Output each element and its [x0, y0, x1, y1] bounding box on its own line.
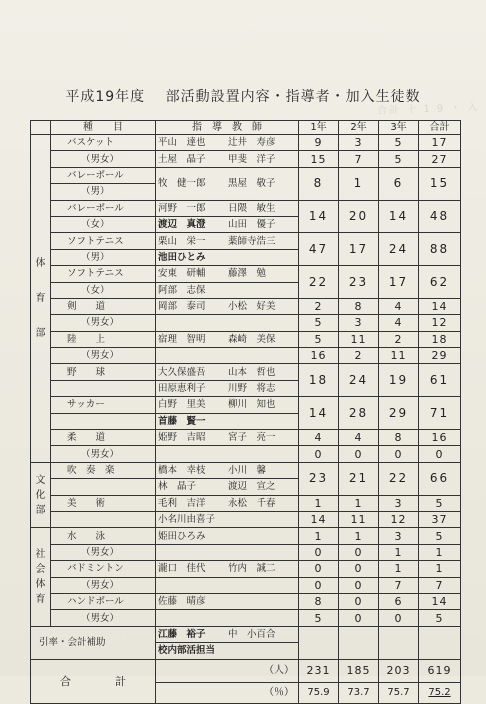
table-row — [31, 544, 461, 560]
count-y2: 21 — [339, 462, 379, 495]
table-row — [31, 610, 461, 626]
total-count-y1: 231 — [299, 659, 339, 682]
event-cell: 柔 道 — [51, 430, 156, 446]
table-row — [31, 233, 461, 249]
teacher-name: 安東 研輔 — [158, 268, 206, 280]
count-total: 0 — [419, 446, 461, 462]
count-y3: 0 — [379, 610, 419, 626]
event-cell: バスケット — [51, 135, 156, 151]
count-total: 1 — [419, 561, 461, 577]
summary-row-count — [31, 659, 461, 682]
event-cell: （男女） — [51, 577, 156, 593]
count-y3: 24 — [379, 233, 419, 266]
teacher-name: 柳川 知也 — [228, 399, 276, 411]
teacher-name: 河野 一郎 — [158, 202, 206, 214]
teacher-cell — [156, 479, 299, 495]
count-y3: 6 — [379, 167, 419, 200]
table-row — [31, 577, 461, 593]
event-cell: （男） — [51, 184, 156, 200]
count-y1: 15 — [299, 151, 339, 167]
count-y1: 0 — [299, 577, 339, 593]
event-cell: ソフトテニス — [51, 233, 156, 249]
count-y1: 16 — [299, 348, 339, 364]
count-y1: 47 — [299, 233, 339, 266]
total-count-total: 619 — [419, 659, 461, 682]
teacher-name: 宿理 智明 — [158, 333, 206, 345]
count-y2: 11 — [339, 331, 379, 347]
teacher-name: 白野 里美 — [158, 399, 206, 411]
count-total: 14 — [419, 298, 461, 314]
count-y3: 6 — [379, 593, 419, 609]
category-char: 文 — [35, 474, 46, 486]
teacher-cell — [156, 364, 299, 380]
total-pct-total: 75.2 — [419, 682, 461, 703]
count-y2: 0 — [339, 577, 379, 593]
category-char: 部 — [35, 504, 46, 516]
count-y2: 3 — [339, 135, 379, 151]
count-total: 29 — [419, 348, 461, 364]
count-total: 14 — [419, 593, 461, 609]
teacher-cell — [156, 167, 299, 200]
teacher-name: 土屋 晶子 — [158, 153, 206, 165]
table-row — [31, 151, 461, 167]
teacher-name: 辻井 寿彦 — [228, 137, 276, 149]
count-y1: 14 — [299, 397, 339, 430]
event-cell: サッカー — [51, 397, 156, 413]
count-y1: 8 — [299, 167, 339, 200]
club-table — [30, 120, 461, 704]
table-row — [31, 298, 461, 314]
count-y3: 5 — [379, 151, 419, 167]
event-cell: （男） — [51, 249, 156, 265]
teacher-name: 永松 千春 — [228, 497, 276, 509]
teacher-cell — [156, 200, 299, 216]
teacher-name: 林 晶子 — [158, 481, 197, 493]
category-char: 社 — [35, 549, 46, 561]
count-y1: 8 — [299, 593, 339, 609]
count-total: 18 — [419, 331, 461, 347]
teacher-name: 中 小百合 — [228, 628, 276, 640]
header-y1: 1年 — [299, 121, 339, 135]
event-cell — [51, 380, 156, 396]
event-cell: （女） — [51, 282, 156, 298]
count-total: 62 — [419, 266, 461, 299]
category-cell — [31, 528, 51, 626]
event-cell: バレーボール — [51, 167, 156, 183]
count-total: 15 — [419, 167, 461, 200]
event-cell: 吹 奏 楽 — [51, 462, 156, 478]
table-row — [31, 315, 461, 331]
category-char: 育 — [35, 292, 46, 304]
count-total: 7 — [419, 577, 461, 593]
table-row — [31, 397, 461, 413]
table-row — [31, 266, 461, 282]
count-y1: 1 — [299, 528, 339, 544]
event-cell: バレーボール — [51, 200, 156, 216]
teacher-cell — [156, 315, 299, 331]
event-cell: （男女） — [51, 348, 156, 364]
teacher-cell — [156, 430, 299, 446]
count-y2: 3 — [339, 315, 379, 331]
summary-label: 合 計 — [31, 659, 156, 703]
teacher-name: 藤澤 勉 — [228, 268, 267, 280]
count-y2: 20 — [339, 200, 379, 233]
table-row — [31, 348, 461, 364]
teacher-name: 橋本 幸枝 — [158, 465, 206, 476]
event-cell: 美 術 — [51, 495, 156, 511]
count-y3: 17 — [379, 266, 419, 299]
count-total: 37 — [419, 511, 461, 527]
teacher-name: 佐藤 晴彦 — [158, 596, 206, 608]
teacher-cell — [156, 544, 299, 560]
table-row — [31, 430, 461, 446]
teacher-cell — [156, 397, 299, 413]
teacher-name: 黒屋 敬子 — [228, 178, 276, 190]
table-row — [31, 511, 461, 527]
pct-unit: （％） — [156, 682, 299, 703]
teacher-cell — [156, 561, 299, 577]
teacher-cell — [156, 626, 299, 642]
table-row — [31, 364, 461, 380]
count-y2: 0 — [339, 544, 379, 560]
total-pct-y2: 73.7 — [339, 682, 379, 703]
count-y3: 14 — [379, 200, 419, 233]
table-row — [31, 167, 461, 183]
count-y2: 1 — [339, 495, 379, 511]
empty-cell — [299, 626, 339, 659]
empty-cell — [379, 626, 419, 659]
count-total: 17 — [419, 135, 461, 151]
table-row — [31, 462, 461, 478]
teacher-cell — [156, 610, 299, 626]
teacher-name: 渡辺 宣之 — [228, 481, 276, 493]
count-y3: 2 — [379, 331, 419, 347]
table-row — [31, 200, 461, 216]
teacher-name: 川野 将志 — [228, 383, 276, 395]
count-y2: 0 — [339, 446, 379, 462]
count-y3: 4 — [379, 315, 419, 331]
count-total: 5 — [419, 610, 461, 626]
teacher-name: 大久保盛吾 — [158, 366, 206, 378]
teacher-name: 小川 馨 — [228, 465, 267, 476]
count-y1: 4 — [299, 430, 339, 446]
header-event: 種 目 — [51, 121, 156, 135]
count-y3: 3 — [379, 528, 419, 544]
table-row — [31, 528, 461, 544]
count-y1: 5 — [299, 331, 339, 347]
count-y2: 0 — [339, 561, 379, 577]
event-cell: バドミントン — [51, 561, 156, 577]
teacher-name: 栗山 栄一 — [158, 235, 206, 247]
event-cell: 剣 道 — [51, 298, 156, 314]
event-cell: 水 泳 — [51, 528, 156, 544]
teacher-cell — [156, 249, 299, 265]
category-char: 化 — [35, 489, 46, 501]
teacher-name: 池田ひとみ — [158, 251, 206, 263]
teacher-name: 平山 達也 — [158, 137, 206, 149]
count-y2: 24 — [339, 364, 379, 397]
count-y1: 0 — [299, 561, 339, 577]
count-y3: 19 — [379, 364, 419, 397]
teacher-name: 甲斐 洋子 — [228, 153, 276, 165]
count-y2: 0 — [339, 593, 379, 609]
total-pct-y1: 75.9 — [299, 682, 339, 703]
teacher-name: 小松 好美 — [228, 301, 276, 313]
count-y1: 14 — [299, 200, 339, 233]
teacher-cell — [156, 282, 299, 298]
count-y1: 5 — [299, 610, 339, 626]
teacher-cell — [156, 233, 299, 249]
teacher-name: 森崎 美保 — [228, 333, 276, 345]
teacher-name: 渡辺 真澄 — [158, 219, 206, 231]
count-y1: 9 — [299, 135, 339, 151]
teacher-name: 山田 優子 — [228, 219, 276, 231]
count-y2: 2 — [339, 348, 379, 364]
event-cell: 引率・会計補助 — [31, 626, 156, 659]
total-pct-y3: 75.7 — [379, 682, 419, 703]
count-total: 5 — [419, 528, 461, 544]
count-total: 12 — [419, 315, 461, 331]
count-y3: 1 — [379, 561, 419, 577]
table-row — [31, 446, 461, 462]
count-total: 71 — [419, 397, 461, 430]
category-char: 体 — [35, 579, 46, 591]
total-count-y3: 203 — [379, 659, 419, 682]
event-cell: 陸 上 — [51, 331, 156, 347]
count-y2: 28 — [339, 397, 379, 430]
count-y2: 4 — [339, 430, 379, 446]
teacher-cell — [156, 380, 299, 396]
teacher-cell — [156, 413, 299, 429]
teacher-cell — [156, 446, 299, 462]
teacher-name: 小名川由喜子 — [158, 514, 216, 526]
count-y1: 22 — [299, 266, 339, 299]
bleed-through-text: 合計 十 1 9 ・ 入 — [377, 102, 481, 117]
header-row — [31, 121, 461, 135]
teacher-name: 姫田ひろみ — [158, 530, 206, 542]
event-cell — [51, 479, 156, 495]
count-y3: 5 — [379, 135, 419, 151]
header-corner — [31, 121, 51, 135]
category-cell — [31, 135, 51, 463]
teacher-name: 校内部活担当 — [158, 645, 216, 657]
count-total: 16 — [419, 430, 461, 446]
count-y2: 11 — [339, 511, 379, 527]
teacher-name: 首藤 賢一 — [158, 415, 206, 427]
teacher-cell — [156, 528, 299, 544]
teacher-cell — [156, 643, 299, 659]
category-char: 会 — [35, 564, 46, 576]
teacher-cell — [156, 593, 299, 609]
event-cell — [51, 413, 156, 429]
count-y3: 1 — [379, 544, 419, 560]
count-total: 27 — [419, 151, 461, 167]
event-cell: （男女） — [51, 544, 156, 560]
count-y3: 7 — [379, 577, 419, 593]
count-y1: 5 — [299, 315, 339, 331]
header-y3: 3年 — [379, 121, 419, 135]
empty-cell — [339, 626, 379, 659]
count-total: 61 — [419, 364, 461, 397]
count-y3: 29 — [379, 397, 419, 430]
event-cell — [51, 511, 156, 527]
teacher-name: 姫野 吉昭 — [158, 432, 206, 444]
teacher-cell — [156, 216, 299, 232]
teacher-name: 岡部 泰司 — [158, 301, 206, 313]
count-y3: 0 — [379, 446, 419, 462]
event-cell: （男女） — [51, 446, 156, 462]
table-row — [31, 495, 461, 511]
teacher-name: 江藤 裕子 — [158, 628, 206, 640]
count-y3: 3 — [379, 495, 419, 511]
teacher-cell — [156, 577, 299, 593]
teacher-cell — [156, 151, 299, 167]
count-total: 88 — [419, 233, 461, 266]
category-char: 育 — [35, 594, 46, 606]
count-y1: 1 — [299, 495, 339, 511]
count-total: 1 — [419, 544, 461, 560]
count-y1: 0 — [299, 544, 339, 560]
teacher-cell — [156, 511, 299, 527]
count-y3: 8 — [379, 430, 419, 446]
table-row — [31, 593, 461, 609]
teacher-cell — [156, 495, 299, 511]
teacher-name: 竹内 誠二 — [228, 563, 276, 575]
count-total: 48 — [419, 200, 461, 233]
table-row — [31, 626, 461, 642]
count-y1: 0 — [299, 446, 339, 462]
count-total: 66 — [419, 462, 461, 495]
event-cell: 野 球 — [51, 364, 156, 380]
count-y2: 1 — [339, 167, 379, 200]
count-y1: 2 — [299, 298, 339, 314]
event-cell: （男女） — [51, 151, 156, 167]
teacher-cell — [156, 348, 299, 364]
teacher-name: 山本 哲也 — [228, 366, 276, 378]
page-title: 平成19年度 部活動設置内容・指導者・加入生徒数 — [65, 89, 421, 105]
count-y2: 0 — [339, 610, 379, 626]
teacher-cell — [156, 462, 299, 478]
count-y3: 11 — [379, 348, 419, 364]
count-y2: 7 — [339, 151, 379, 167]
header-y2: 2年 — [339, 121, 379, 135]
total-count-y2: 185 — [339, 659, 379, 682]
teacher-name: 毛利 吉洋 — [158, 497, 206, 509]
event-cell: （男女） — [51, 315, 156, 331]
count-y3: 22 — [379, 462, 419, 495]
teacher-cell — [156, 135, 299, 151]
count-y2: 1 — [339, 528, 379, 544]
count-y2: 8 — [339, 298, 379, 314]
header-total: 合計 — [419, 121, 461, 135]
category-char: 体 — [35, 257, 46, 269]
teacher-name: 宮子 亮一 — [228, 432, 276, 444]
table-row — [31, 561, 461, 577]
count-y2: 23 — [339, 266, 379, 299]
count-y1: 14 — [299, 511, 339, 527]
count-total: 5 — [419, 495, 461, 511]
count-y2: 17 — [339, 233, 379, 266]
event-cell: ソフトテニス — [51, 266, 156, 282]
empty-cell — [419, 626, 461, 659]
category-char: 部 — [35, 327, 46, 339]
count-y3: 12 — [379, 511, 419, 527]
table-row — [31, 331, 461, 347]
header-teacher: 指 導 教 師 — [156, 121, 299, 135]
teacher-name: 瀧口 佳代 — [158, 563, 206, 575]
event-cell: ハンドボール — [51, 593, 156, 609]
event-cell: （女） — [51, 216, 156, 232]
teacher-cell — [156, 298, 299, 314]
teacher-name: 阿部 志保 — [158, 284, 206, 296]
teacher-name: 田原恵利子 — [158, 383, 206, 395]
teacher-name: 薬師寺浩三 — [228, 235, 276, 247]
event-cell: （男女） — [51, 610, 156, 626]
category-cell — [31, 462, 51, 528]
count-unit: （人） — [156, 659, 299, 682]
teacher-name: 日隈 敏生 — [228, 202, 276, 214]
table-row — [31, 135, 461, 151]
count-y3: 4 — [379, 298, 419, 314]
teacher-cell — [156, 266, 299, 282]
count-y1: 23 — [299, 462, 339, 495]
teacher-cell — [156, 331, 299, 347]
count-y1: 18 — [299, 364, 339, 397]
teacher-name: 牧 健一郎 — [158, 178, 206, 190]
